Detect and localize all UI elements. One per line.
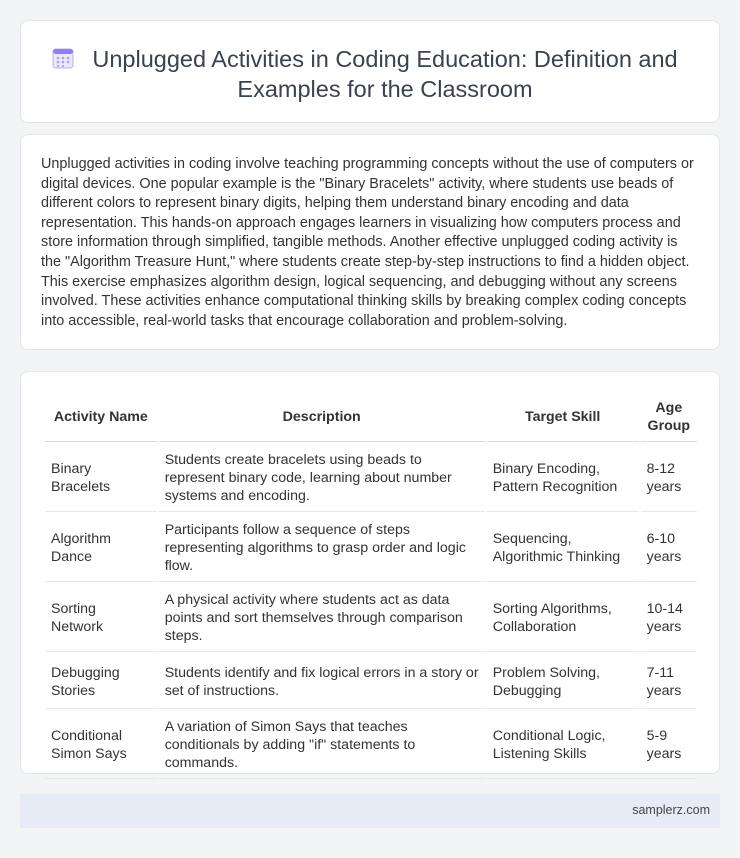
cell-target-skill: Binary Encoding, Pattern Recognition [487,444,639,512]
cell-activity-name: Conditional Simon Says [45,711,157,779]
table-row [45,654,697,709]
table-row [45,711,697,779]
cell-activity-name: Debugging Stories [45,654,157,709]
cell-description: Participants follow a sequence of steps representing algorithms to grasp order and logic flow. [159,514,485,582]
cell-activity-name: Sorting Network [45,584,157,652]
table-row [45,514,697,582]
cell-activity-name: Binary Bracelets [45,444,157,512]
table-row [45,444,697,512]
table-row [45,584,697,652]
cell-activity-name: Algorithm Dance [45,514,157,582]
cell-target-skill: Sorting Algorithms, Collaboration [487,584,639,652]
cell-description: Students identify and fix logical errors in a story or set of instructions. [159,654,485,709]
cell-age-group: 6-10 years [641,514,697,582]
cell-age-group: 7-11 years [641,654,697,709]
cell-age-group: 10-14 years [641,584,697,652]
cell-description: A variation of Simon Says that teaches conditionals by adding "if" statements to commands. [159,711,485,779]
intro-paragraph: Unplugged activities in coding involve teaching programming concepts without the use of computers or digital devices. One popular example is the "Binary Bracelets" activity, where students use beads of different colors to represent binary digits, helping them understand binary encoding and data representation. This hands-on approach engages learners in visualizing how computers process and store information through simplified, tangible methods. Another effective unplugged coding activity is the "Algorithm Treasure Hunt," where students create step-by-step instructions to find a hidden object. This exercise emphasizes algorithm design, logical sequencing, and debugging without any screens involved. These activities enhance computational thinking skills by breaking complex coding concepts into accessible, real-world tasks that encourage collaboration and problem-solving. [41,156,694,329]
activities-table [43,391,699,781]
footer-site-link[interactable]: samplerz.com [632,803,710,817]
header-target-skill: Target Skill [487,393,639,442]
cell-description: A physical activity where students act as data points and sort themselves through comparison steps. [159,584,485,652]
intro-card [20,134,720,350]
cell-age-group: 8-12 years [641,444,697,512]
cell-age-group: 5-9 years [641,711,697,779]
title-card [20,20,720,123]
header-description: Description [159,393,485,442]
cell-target-skill: Sequencing, Algorithmic Thinking [487,514,639,582]
table-header-row [45,393,697,442]
table-card [20,371,720,774]
page-title: Unplugged Activities in Coding Education: Definition and Examples for the Classroom [92,46,678,102]
cell-description: Students create bracelets using beads to represent binary code, learning about number systems and encoding. [159,444,485,512]
cell-target-skill: Problem Solving, Debugging [487,654,639,709]
header-age-group: Age Group [641,393,697,442]
header-activity-name: Activity Name [45,393,157,442]
cell-target-skill: Conditional Logic, Listening Skills [487,711,639,779]
footer [20,794,720,828]
